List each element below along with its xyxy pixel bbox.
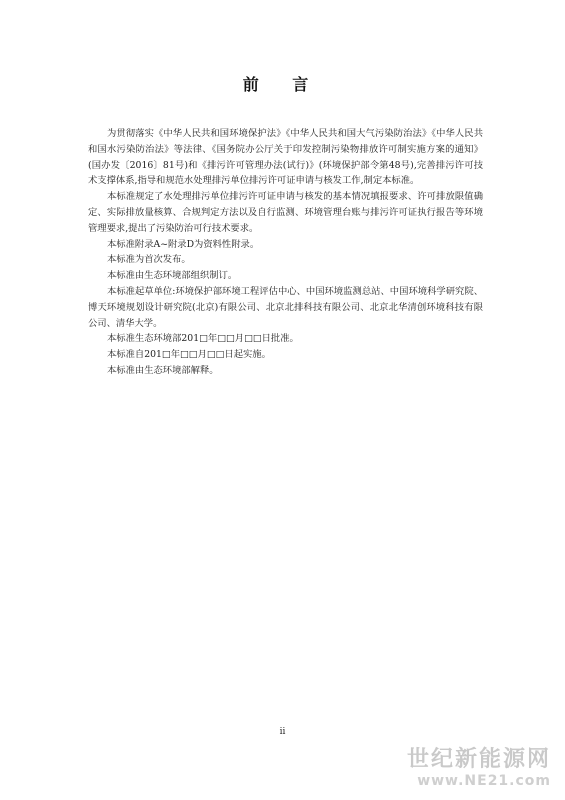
watermark-url: www.NE21.com <box>417 773 551 789</box>
preface-body <box>88 126 483 379</box>
paragraph-appendix: 本标准附录A~附录D为资料性附录。 <box>107 238 260 250</box>
paragraph-scope: 本标准规定了水处理排污单位排污许可证申请与核发的基本情况填报要求、许可排放限值确定、实际排放量核算、合规判定方法以及自行监测、环境管理台账与排污许可证执行报告等环境管理要求,提出了污染防治可行技术要求。 <box>88 191 483 234</box>
paragraph-drafting-units: 本标准起草单位:环境保护部环境工程评估中心、中国环境监测总站、中国环境科学研究院、博天环境规划设计研究院(北京)有限公司、北京北排科技有限公司、北京北华清创环境科技有限公司、清华大学。 <box>88 285 483 329</box>
paragraph-organizer: 本标准由生态环境部组织制订。 <box>107 270 238 282</box>
paragraph-interpretation: 本标准由生态环境部解释。 <box>107 364 219 376</box>
watermark-site-name: 世纪新能源网 <box>406 747 551 772</box>
page-number: ii <box>279 727 286 737</box>
paragraph-approval: 本标准生态环境部201□年□□月□□日批准。 <box>107 333 299 345</box>
page-title: 前 言 <box>242 75 323 94</box>
paragraph-effective-date: 本标准自201□年□□月□□日起实施。 <box>107 349 271 361</box>
paragraph-purpose: 为贯彻落实《中华人民共和国环境保护法》《中华人民共和国大气污染防治法》《中华人民共和国水污染防治法》等法律、《国务院办公厅关于印发控制污染物排放许可制实施方案的通知》(国办发〔2016〕81号)和《排污许可管理办法(试行)》(环境保护部令第48号),完善排污许可技术支撑体系,指导和规范水处理排污单位排污许可证申请与核发工作,制定本标准。 <box>88 128 483 187</box>
paragraph-first-release: 本标准为首次发布。 <box>107 254 191 266</box>
site-watermark <box>391 748 551 794</box>
